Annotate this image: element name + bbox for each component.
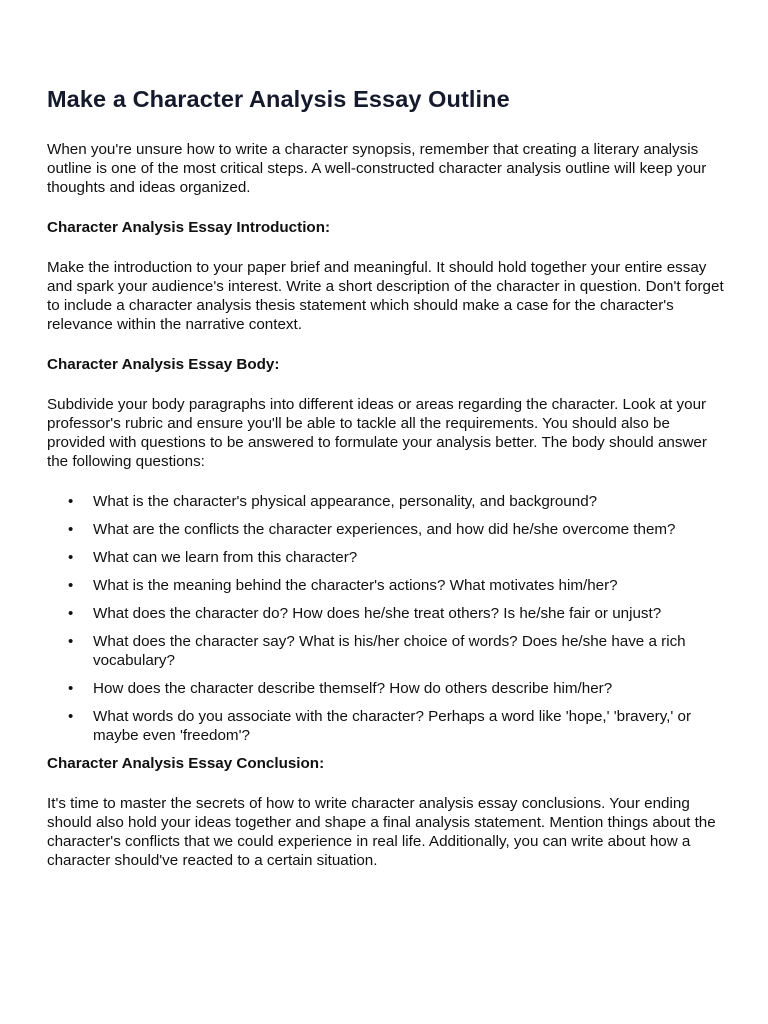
list-item-text: What is the character's physical appearance, personality, and background?: [93, 493, 598, 510]
bullet-icon: •: [68, 633, 74, 650]
bullet-icon: •: [68, 605, 74, 622]
body-paragraph: Subdivide your body paragraphs into different ideas or areas regarding the character. Look at your professor's rubric and ensure you'll be able to tackle all the requirements. You should also be provided with questions to be answered to formulate your analysis better. The body should answer the following questions:: [47, 396, 707, 470]
list-item: [47, 707, 724, 745]
introduction-heading: Character Analysis Essay Introduction:: [47, 219, 331, 236]
document-title: Make a Character Analysis Essay Outline: [47, 86, 510, 112]
intro-paragraph: When you're unsure how to write a character synopsis, remember that creating a literary analysis outline is one of the most critical steps. A well-constructed character analysis outline will keep your thoughts and ideas organized.: [47, 141, 707, 196]
questions-list: [47, 492, 724, 745]
list-item: [47, 520, 724, 539]
bullet-icon: •: [68, 493, 74, 510]
list-item-text: What are the conflicts the character experiences, and how did he/she overcome them?: [93, 521, 676, 538]
bullet-icon: •: [68, 708, 74, 725]
introduction-paragraph: Make the introduction to your paper brief and meaningful. It should hold together your entire essay and spark your audience's interest. Write a short description of the character in question. Don't forget to include a character analysis thesis statement which should make a case for the character's relevance within the narrative context.: [47, 259, 724, 333]
list-item-text: What does the character say? What is his/her choice of words? Does he/she have a rich vocabulary?: [93, 633, 686, 669]
bullet-icon: •: [68, 577, 74, 594]
list-item: [47, 576, 724, 595]
bullet-icon: •: [68, 521, 74, 538]
list-item-text: What does the character do? How does he/she treat others? Is he/she fair or unjust?: [93, 605, 662, 622]
list-item: [47, 548, 724, 567]
body-heading: Character Analysis Essay Body:: [47, 356, 280, 373]
list-item-text: How does the character describe themself? How do others describe him/her?: [93, 680, 613, 697]
list-item: [47, 632, 724, 670]
bullet-icon: •: [68, 680, 74, 697]
list-item-text: What is the meaning behind the character's actions? What motivates him/her?: [93, 577, 618, 594]
list-item-text: What can we learn from this character?: [93, 549, 358, 566]
list-item-text: What words do you associate with the character? Perhaps a word like 'hope,' 'bravery,' or maybe even 'freedom'?: [93, 708, 692, 744]
list-item: [47, 604, 724, 623]
conclusion-heading: Character Analysis Essay Conclusion:: [47, 755, 325, 772]
conclusion-paragraph: It's time to master the secrets of how to write character analysis essay conclusions. Your ending should also hold your ideas together and shape a final analysis statement. Mention things about the character's conflicts that we could experience in real life. Additionally, you can write about how a character should've reacted to a certain situation.: [47, 795, 716, 869]
list-item: [47, 679, 724, 698]
list-item: [47, 492, 724, 511]
bullet-icon: •: [68, 549, 74, 566]
